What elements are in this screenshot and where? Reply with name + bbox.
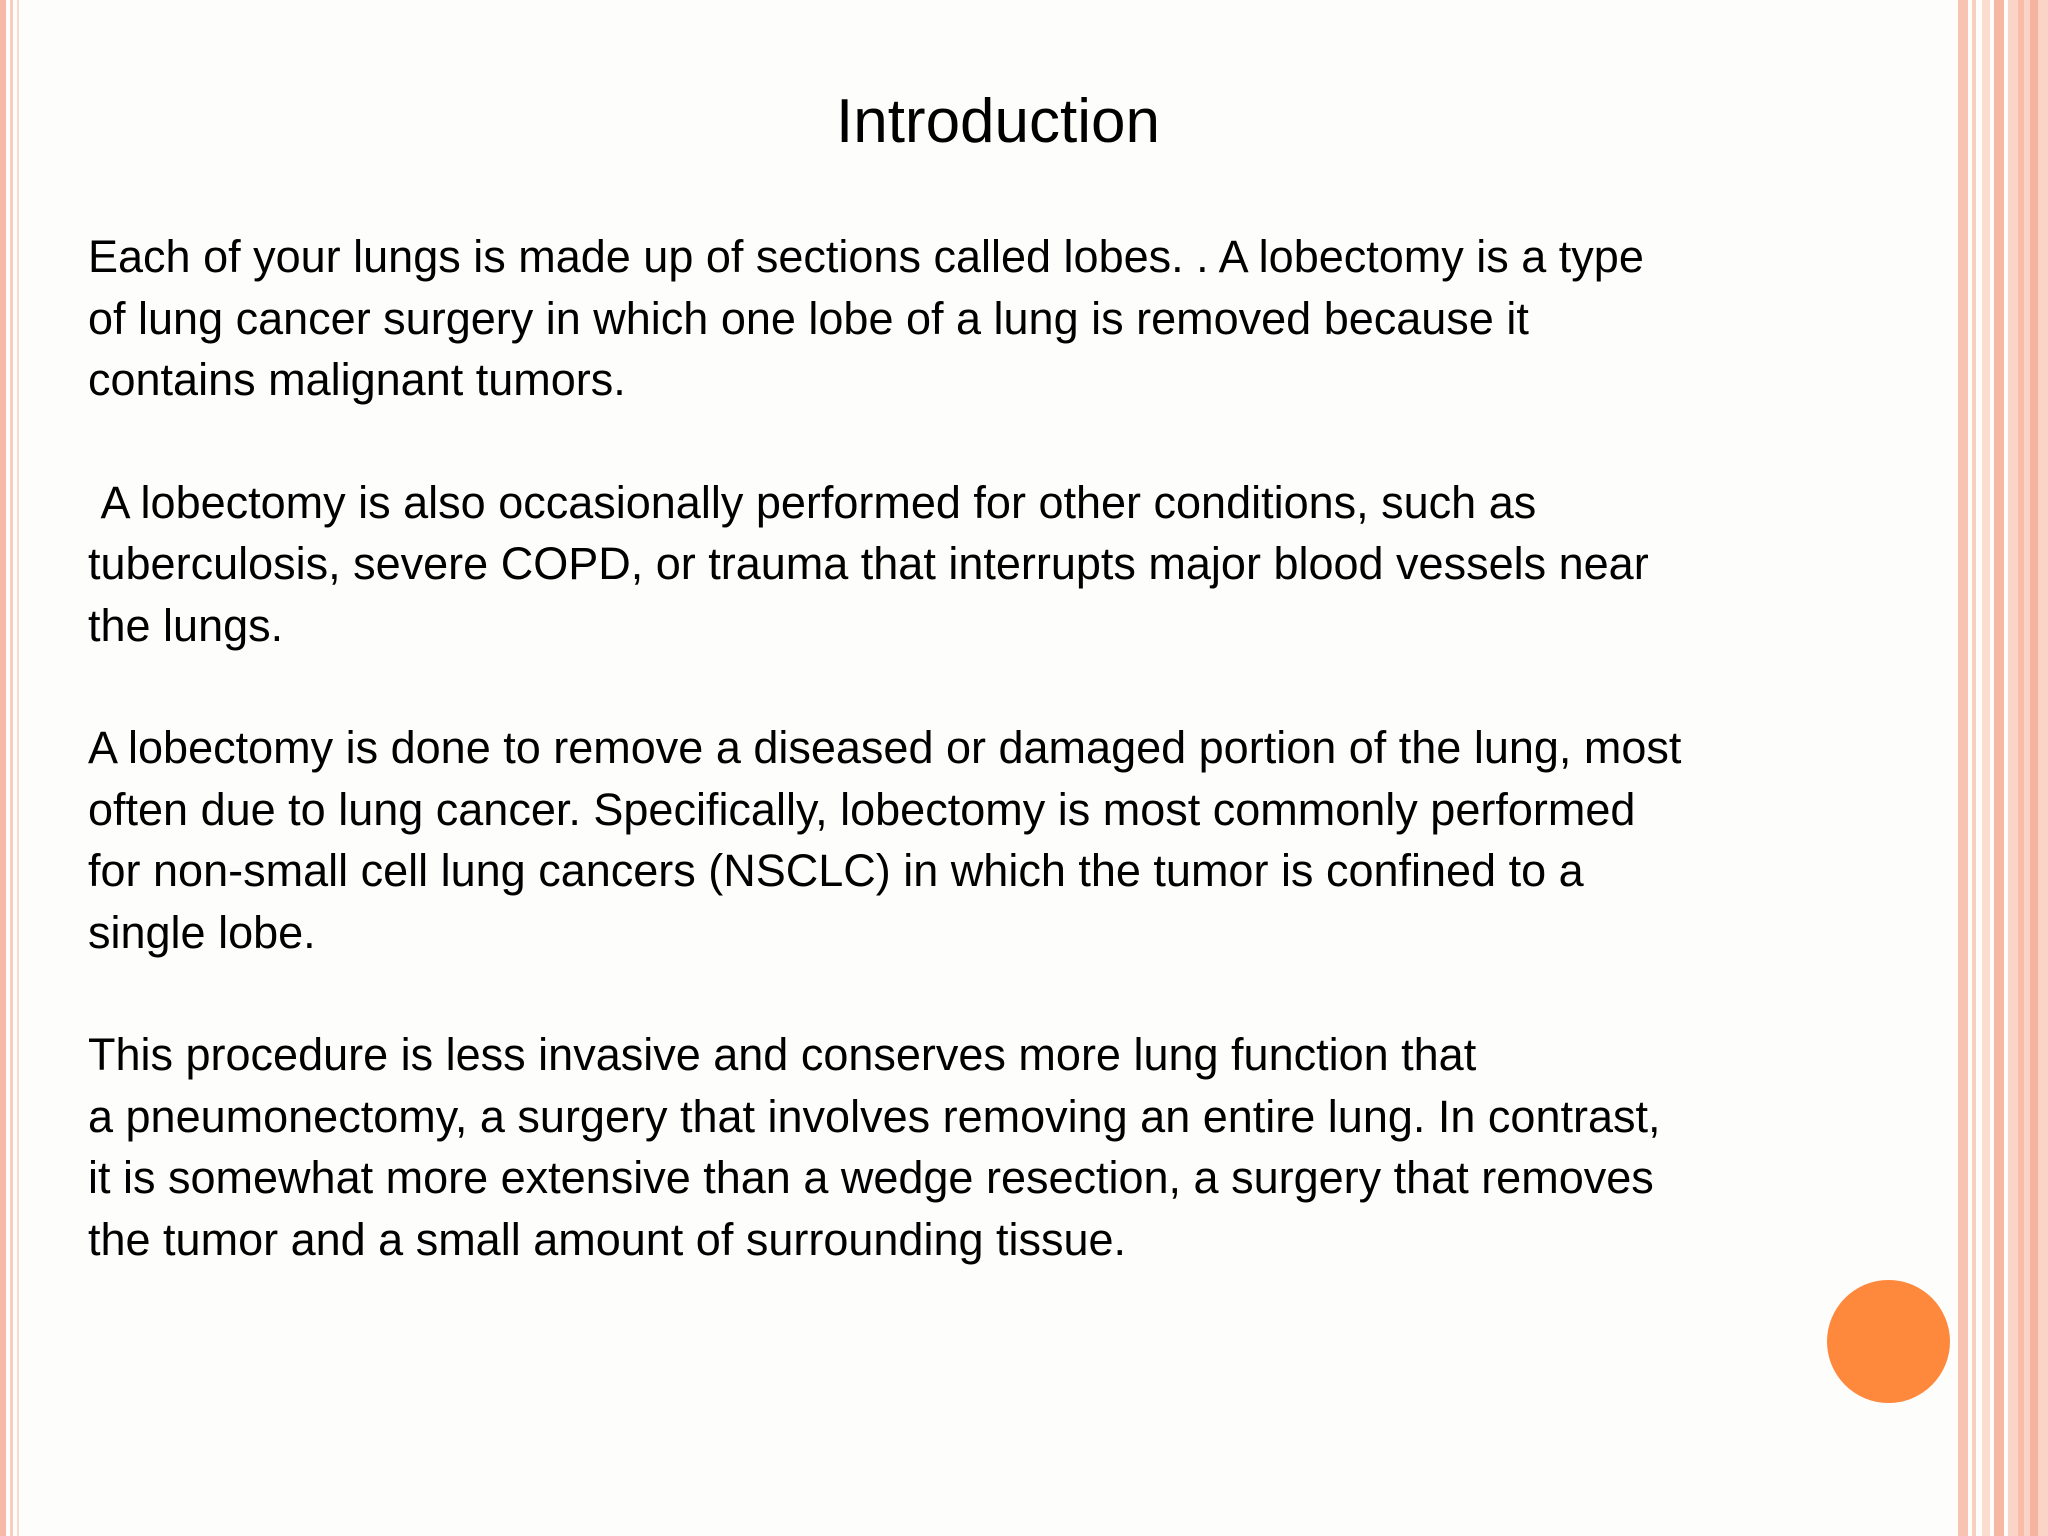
right-border-stripe <box>2008 0 2048 1536</box>
text-line: A lobectomy is also occasionally performed for other conditions, such as <box>88 476 1537 528</box>
paragraph-4 <box>88 1024 1968 1270</box>
left-border-stripe <box>10 0 13 1536</box>
paragraph-1 <box>88 226 1968 411</box>
left-border-stripe <box>17 0 19 1536</box>
text-line: a pneumonectomy, a surgery that involves removing an entire lung. In contrast, <box>88 1090 1661 1142</box>
left-border-stripe <box>0 0 6 1536</box>
text-line: often due to lung cancer. Specifically, lobectomy is most commonly performed <box>88 783 1636 835</box>
right-border-stripe <box>1972 0 1976 1536</box>
text-line: contains malignant tumors. <box>88 354 626 405</box>
slide-body <box>88 226 1968 1331</box>
text-line: for non-small cell lung cancers (NSCLC) in which the tumor is confined to a <box>88 845 1584 896</box>
text-line: it is somewhat more extensive than a wedge resection, a surgery that removes <box>88 1152 1654 1203</box>
right-border-stripe <box>2030 0 2038 1536</box>
text-line: This procedure is less invasive and conserves more lung function that <box>88 1029 1477 1080</box>
paragraph-3 <box>88 717 1968 963</box>
right-border-stripe <box>1982 0 1990 1536</box>
right-border-stripe <box>2018 0 2024 1536</box>
orange-circle-decoration <box>1827 1280 1950 1403</box>
text-line: of lung cancer surgery in which one lobe of a lung is removed because it <box>88 292 1529 344</box>
text-line: A lobectomy is done to remove a diseased or damaged portion of the lung, most <box>88 722 1682 773</box>
right-border-stripe <box>1994 0 2004 1536</box>
slide-title: Introduction <box>836 87 1160 156</box>
paragraph-2 <box>88 472 1968 657</box>
text-line: tuberculosis, severe COPD, or trauma that interrupts major blood vessels near <box>88 538 1649 589</box>
text-line: the lungs. <box>88 599 284 651</box>
text-line: the tumor and a small amount of surrounding tissue. <box>88 1213 1127 1265</box>
text-line: Each of your lungs is made up of sections called lobes. . A lobectomy is a type <box>88 231 1644 282</box>
text-line: single lobe. <box>88 906 316 958</box>
